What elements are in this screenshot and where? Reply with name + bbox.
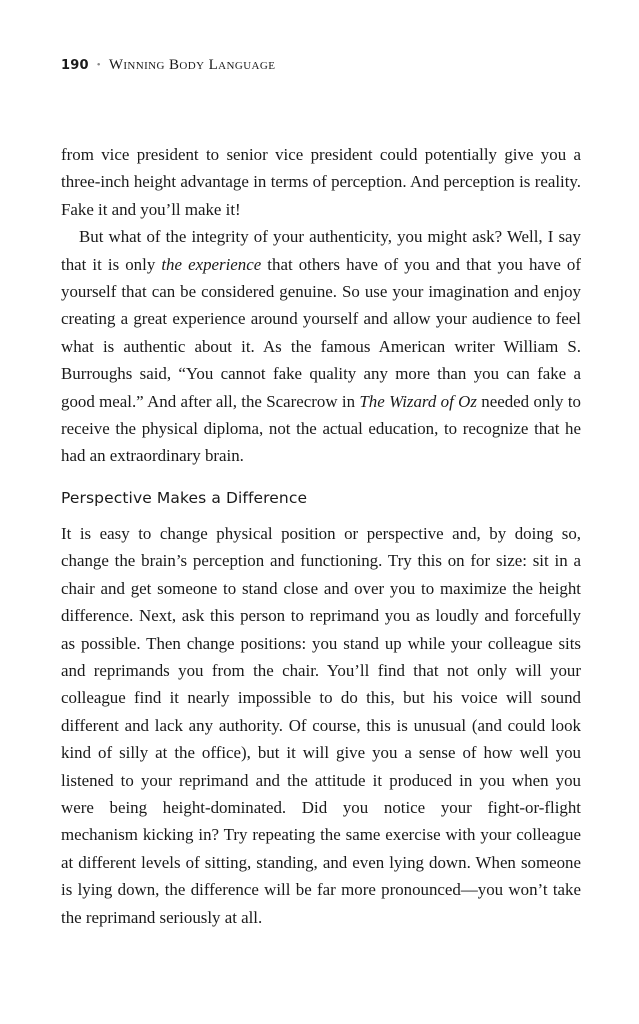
paragraph-text: But what of the integrity of your authenticity, you might ask? Well, I say that it is only — [61, 227, 581, 274]
paragraph-continuation: from vice president to senior vice president could potentially give you a three-inch height advantage in terms of perception. And perception is reality. Fake it and you’ll make it! — [61, 145, 581, 219]
running-head — [61, 57, 275, 74]
emphasis-the-experience: the experience — [161, 254, 262, 274]
book-title: Winning Body Language — [108, 57, 276, 73]
section-heading: Perspective Makes a Difference — [61, 488, 308, 507]
paragraph-text: needed only to receive the physical diploma, not the actual education, to recognize that he had an extraordinary brain. — [61, 391, 581, 466]
emphasis-wizard-of-oz: The Wizard of Oz — [359, 391, 477, 411]
page-body — [61, 141, 581, 931]
page-number: 190 — [61, 58, 89, 73]
paragraph-authenticity — [61, 223, 581, 470]
header-separator: • — [96, 59, 101, 71]
paragraph-perspective: It is easy to change physical position or perspective and, by doing so, change the brain’s perception and functioning. Try this on for size: sit in a chair and get someone to stand close and over you to maximize the height difference. Next, ask this person to reprimand you as loudly and forcefully as possible. Then change positions: you stand up while your colleague sits and reprimands you from the chair. You’ll find that not only will your colleague find it nearly impossible to do this, but his voice will sound different and lack any authority. Of course, this is unusual (and could look kind of silly at the office), but it will give you a sense of how well you listened to your reprimand and the attitude it produced in you when you were being height-dominated. Did you notice your fight-or-flight mechanism kicking in? Try repeating the same exercise with your colleague at different levels of sitting, standing, and even lying down. When someone is lying down, the difference will be far more pronounced—you won’t take the reprimand seriously at all. — [61, 523, 581, 927]
paragraph-text: that others have of you and that you have of yourself that can be considered genuine. So use your imagination and enjoy creating a great experience around yourself and allow your audience to feel what is authentic about it. As the famous American writer William S. Burroughs said, “You cannot fake quality any more than you can fake a good meal.” And after all, the Scarecrow in — [61, 254, 581, 411]
